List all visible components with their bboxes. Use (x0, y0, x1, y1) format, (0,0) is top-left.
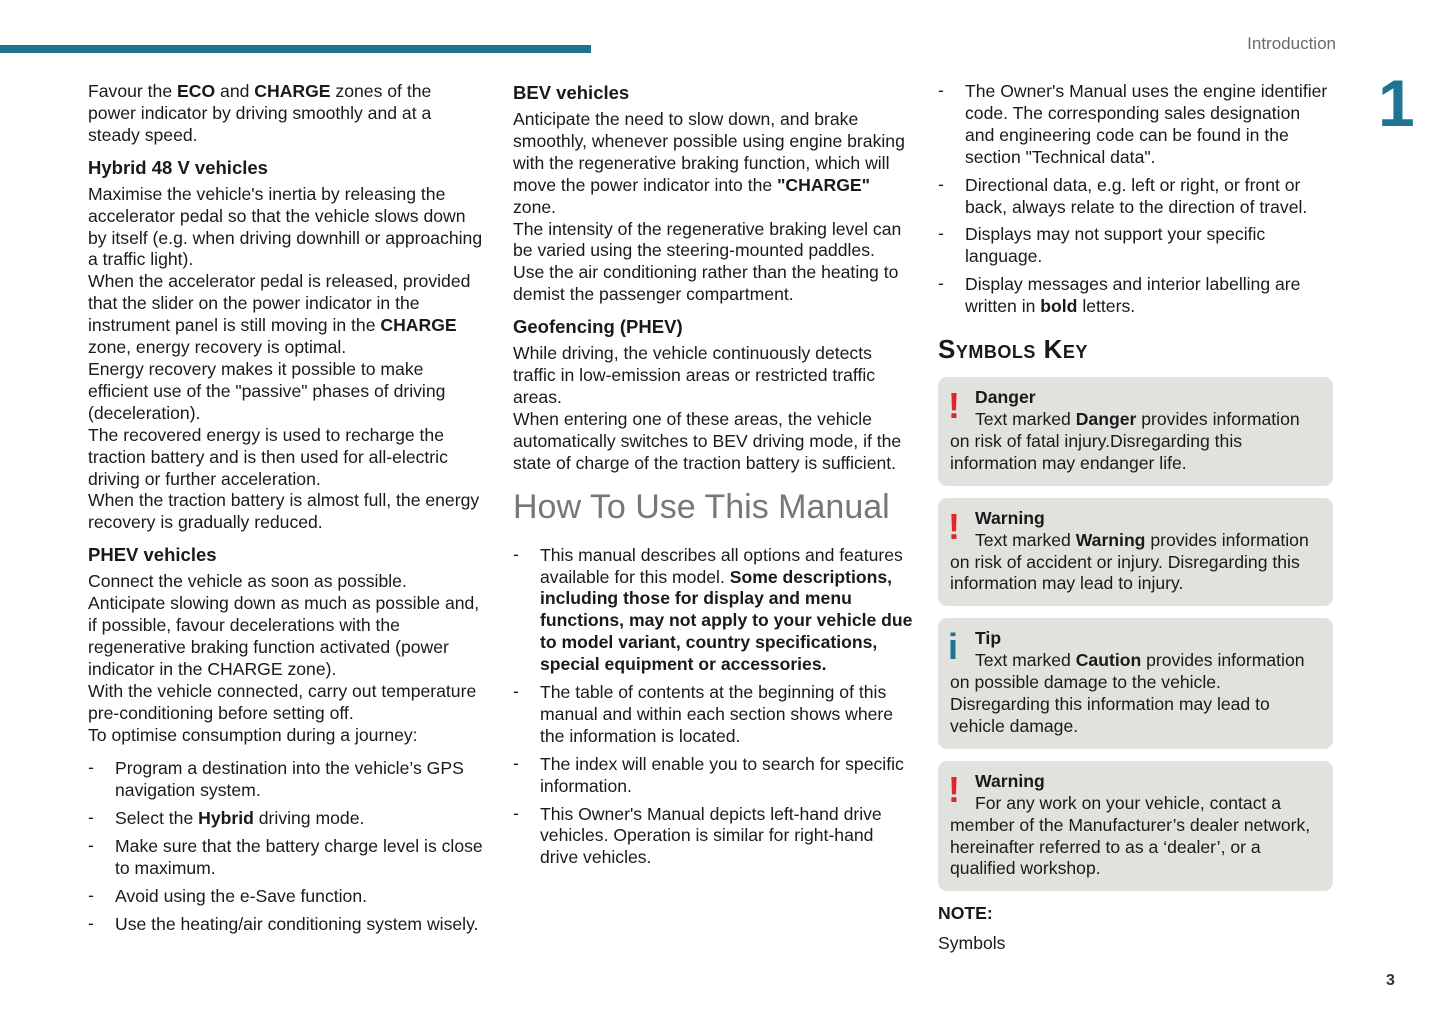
paragraph: The intensity of the regenerative braking level can be varied using the steering-mounted paddles. (513, 218, 902, 261)
symbols-key-heading: Symbols Key (938, 334, 1088, 365)
info-icon: i (948, 626, 959, 668)
column-middle (513, 81, 913, 875)
paragraph: The recovered energy is used to recharge the traction battery and is then used for all-electric driving or further acceleration. (88, 424, 448, 489)
page-number: 3 (1386, 972, 1395, 989)
box-title: Danger (975, 387, 1036, 408)
note-text: Symbols (938, 933, 1006, 954)
section-title: Introduction (1247, 34, 1336, 53)
warning-box (938, 498, 1333, 607)
header-accent-bar (0, 45, 591, 53)
list-item: - The index will enable you to search for specific information. (513, 754, 913, 798)
list-item: - Program a destination into the vehicle’s GPS navigation system. (88, 758, 483, 802)
box-text: Text marked Caution provides information on possible damage to the vehicle. Disregarding this information may lead to vehicle damage. (950, 650, 1305, 736)
warning-box (938, 761, 1333, 892)
paragraph: To optimise consumption during a journey: (88, 724, 418, 745)
column-right (938, 81, 1333, 955)
paragraph: Use the air conditioning rather than the heating to demist the passenger compartment. (513, 262, 899, 305)
danger-box (938, 377, 1333, 486)
list-item: - This Owner's Manual depicts left-hand drive vehicles. Operation is similar for right-hand drive vehicles. (513, 804, 913, 870)
hybrid-heading: Hybrid 48 V vehicles (88, 156, 268, 178)
manual-list (513, 545, 913, 870)
manual-notes-list (938, 81, 1333, 318)
bev-heading: BEV vehicles (513, 82, 630, 103)
paragraph: Maximise the vehicle's inertia by releasing the accelerator pedal so that the vehicle slows down by itself (e.g. when driving downhill or approaching a traffic light). (88, 183, 483, 270)
box-title: Warning (975, 507, 1045, 528)
list-item: - The table of contents at the beginning of this manual and within each section shows where the information is located. (513, 682, 913, 748)
paragraph: Anticipate the need to slow down, and brake smoothly, whenever possible using engine braking with the regenerative braking function, which will move the power indicator into the "CHARGE" zone. (513, 109, 905, 217)
box-title: Tip (975, 628, 1002, 649)
geofencing-heading: Geofencing (PHEV) (513, 316, 683, 338)
list-item: - Displays may not support your specific language. (938, 224, 1333, 268)
danger-icon: ! (948, 385, 960, 427)
box-title: Warning (975, 770, 1045, 791)
paragraph: When the accelerator pedal is released, provided that the slider on the power indicator in the instrument panel is still moving in the CHARGE zone, energy recovery is optimal. (88, 271, 471, 358)
list-item: - Avoid using the e-Save function. (88, 886, 483, 908)
paragraph: When entering one of these areas, the vehicle automatically switches to BEV driving mode, if the state of charge of the traction battery is sufficient. (513, 408, 902, 473)
box-text: Text marked Danger provides information on risk of fatal injury.Disregarding this information may endanger life. (950, 408, 1300, 473)
list-item: - The Owner's Manual uses the engine identifier code. The corresponding sales designation and engineering code can be found in the section "Technical data". (938, 81, 1333, 169)
box-text: Text marked Warning provides information on risk of accident or injury. Disregarding this information may lead to injury. (950, 529, 1309, 594)
note-heading: NOTE: (938, 903, 993, 924)
list-item: - Directional data, e.g. left or right, or front or back, always relate to the direction of travel. (938, 175, 1333, 219)
paragraph: Anticipate slowing down as much as possible and, if possible, favour decelerations with the regenerative braking function activated (power indicator in the CHARGE zone). (88, 593, 480, 679)
paragraph: With the vehicle connected, carry out temperature pre-conditioning before setting off. (88, 680, 477, 723)
paragraph: When the traction battery is almost full, the energy recovery is gradually reduced. (88, 490, 480, 533)
phev-tips-list (88, 758, 483, 935)
warning-icon: ! (948, 505, 960, 547)
box-text: For any work on your vehicle, contact a member of the Manufacturer’s dealer network, hereinafter referred to as a ‘dealer’, or a qualified workshop. (950, 792, 1311, 879)
intro-paragraph: Favour the ECO and CHARGE zones of the power indicator by driving smoothly and at a steady speed. (88, 81, 432, 145)
list-item: - Select the Hybrid driving mode. (88, 808, 483, 830)
list-item: - Make sure that the battery charge level is close to maximum. (88, 836, 483, 880)
paragraph: While driving, the vehicle continuously detects traffic in low-emission areas or restricted traffic areas. (513, 343, 876, 407)
list-item: - Use the heating/air conditioning system wisely. (88, 914, 483, 936)
list-item: - This manual describes all options and features available for this model. Some descriptions, including those for display and menu functions, may not apply to your vehicle due to model variant, country specifications, special equipment or accessories. (513, 545, 913, 676)
phev-heading: PHEV vehicles (88, 544, 217, 566)
tip-box (938, 618, 1333, 749)
list-item: - Display messages and interior labelling are written in bold letters. (938, 274, 1333, 318)
column-left (88, 81, 483, 942)
warning-icon: ! (948, 768, 960, 810)
how-to-use-heading: How To Use This Manual (513, 487, 890, 526)
paragraph: Energy recovery makes it possible to make efficient use of the "passive" phases of driving (deceleration). (88, 358, 446, 423)
paragraph: Connect the vehicle as soon as possible. (88, 571, 407, 592)
chapter-number: 1 (1378, 66, 1415, 140)
